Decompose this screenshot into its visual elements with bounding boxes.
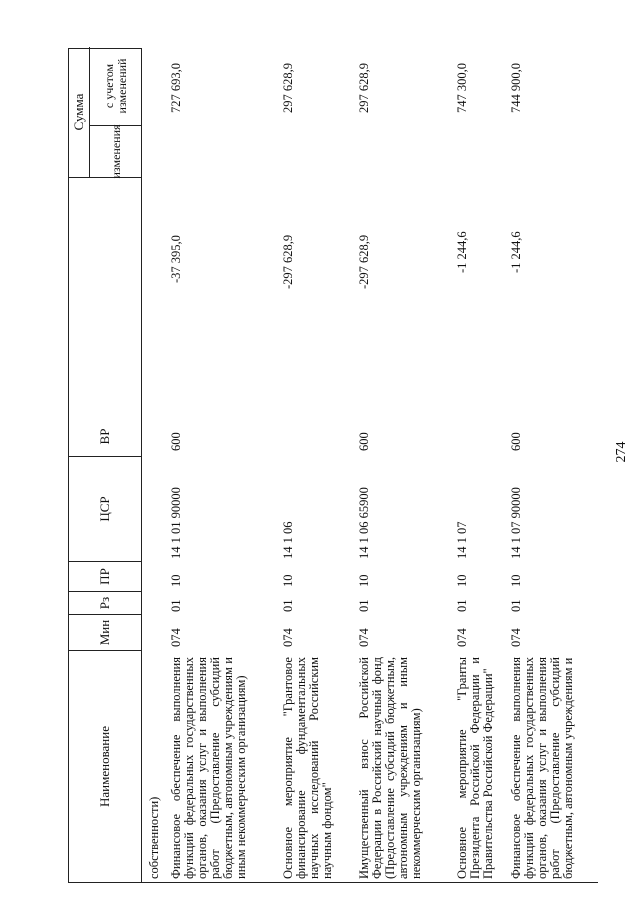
row-rz: 01 [509, 599, 523, 612]
continuation-text: собственности) [147, 796, 161, 879]
row-with-changes: 297 628,9 [357, 63, 371, 113]
row-vr: 600 [169, 432, 183, 451]
row-changes: -297 628,9 [281, 234, 295, 289]
row-pr: 10 [169, 574, 183, 587]
row-pr: 10 [509, 574, 523, 587]
row-with-changes: 744 900,0 [509, 63, 523, 113]
row-changes: -37 395,0 [169, 235, 183, 283]
row-pr: 10 [455, 574, 469, 587]
header-sum-group [68, 48, 142, 178]
row-rz: 01 [455, 599, 469, 612]
header-rz: Рз [68, 592, 142, 615]
row-name: Основное мероприятие "Гранты Президента Российской Федерации и Правительства Российской Федерации" [455, 657, 495, 879]
row-min: 074 [357, 628, 371, 647]
row-name: Имущественный взнос Российской Федерации в Российский научный фонд (Предоставление субсидий бюджетным, автономным учреждениям и иным некоммерческим организациям) [357, 657, 423, 879]
row-changes: -297 628,9 [357, 234, 371, 289]
row-pr: 10 [281, 574, 295, 587]
budget-table [68, 48, 598, 883]
budget-table-rotated [68, 48, 598, 883]
row-changes: -1 244,6 [455, 231, 469, 273]
header-name: Наименование [68, 651, 142, 883]
header-pr: ПР [68, 562, 142, 592]
page-number: 274 [614, 441, 629, 463]
row-csr: 14 1 06 [281, 521, 295, 559]
row-with-changes: 297 628,9 [281, 63, 295, 113]
header-with-changes: с учетом изменений [102, 58, 129, 114]
row-rz: 01 [357, 599, 371, 612]
row-with-changes: 727 693,0 [169, 63, 183, 113]
header-min: Мин [68, 615, 142, 651]
row-pr: 10 [357, 574, 371, 587]
row-name: Финансовое обеспечение выполнения функций федеральных государственных органов, оказания услуг и выполнения работ (Предоставление субсидий бюджетным, автономным учреждениям и иным некоммерческим организациям) [169, 657, 248, 879]
row-changes: -1 244,6 [509, 231, 523, 273]
header-sum: Сумма [68, 47, 90, 177]
row-csr: 14 1 07 [455, 521, 469, 559]
row-with-changes: 747 300,0 [455, 63, 469, 113]
row-csr: 14 1 01 90000 [169, 487, 183, 559]
row-csr: 14 1 07 90000 [509, 487, 523, 559]
row-rz: 01 [281, 599, 295, 612]
row-rz: 01 [169, 599, 183, 612]
row-csr: 14 1 06 65900 [357, 487, 371, 559]
row-name: Основное мероприятие "Грантовое финансирование фундаментальных научных исследований Российским научным фондом" [281, 657, 334, 879]
header-vr: ВР [68, 417, 142, 457]
header-changes: изменения [90, 125, 142, 177]
table-left-border [68, 882, 598, 883]
header-spacer [68, 178, 142, 417]
row-min: 074 [509, 628, 523, 647]
header-csr: ЦСР [68, 457, 142, 562]
row-min: 074 [281, 628, 295, 647]
row-min: 074 [455, 628, 469, 647]
row-name: Финансовое обеспечение выполнения функций федеральных государственных органов, оказания услуг и выполнения работ (Предоставление субсидий бюджетным, автономным учреждениям и [509, 657, 575, 879]
row-min: 074 [169, 628, 183, 647]
row-vr: 600 [509, 432, 523, 451]
row-vr: 600 [357, 432, 371, 451]
